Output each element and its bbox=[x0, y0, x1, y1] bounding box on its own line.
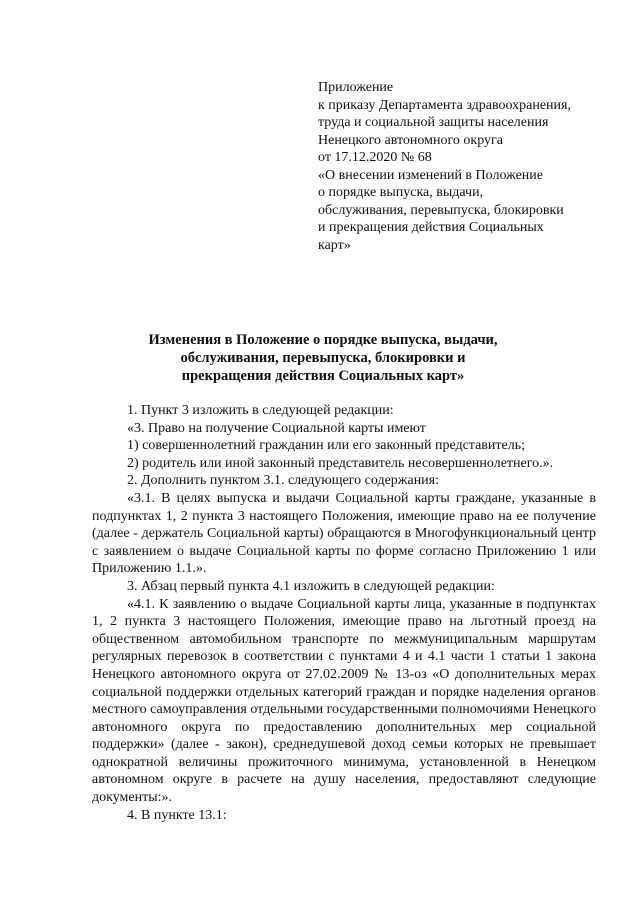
appendix-line: о порядке выпуска, выдачи, bbox=[318, 185, 484, 200]
appendix-header bbox=[318, 79, 618, 254]
appendix-line: карт» bbox=[318, 237, 351, 253]
title-line: Изменения в Положение о порядке выпуска, выдачи, bbox=[148, 332, 498, 348]
paragraph: 2. Дополнить пунктом 3.1. следующего содержания: bbox=[127, 473, 440, 489]
title-line: обслуживания, перевыпуска, блокировки и bbox=[180, 350, 466, 366]
paragraph: «3. Право на получение Социальной карты имеют bbox=[127, 420, 426, 436]
paragraph: «4.1. К заявлению о выдаче Социальной карты лица, указанные в подпунктах 1, 2 пункта 3 настоящего Положения, имеющие право на льготный проезд на общественном автомобильном транспорте по межмуниципальным маршрутам регулярных перевозок в соответствии с пунктами 4 и 4.1 части 1 статьи 1 закона Ненецкого автономного округа от 27.02.2009 № 13-оз «О дополнительных мерах социальной поддержки отдельных категорий граждан и порядке наделения органов местного самоуправления отдельными государственными полномочиями Ненецкого автономного округа по предоставлению дополнительных мер социальной поддержки» (далее - закон), среднедушевой доход семьи которых не превышает однократной величины прожиточного минимума, установленной в Ненецком автономном округе в расчете на душу населения, предоставляют следующие документы:». bbox=[92, 596, 596, 806]
title-line: прекращения действия Социальных карт» bbox=[181, 368, 465, 384]
appendix-line: и прекращения действия Социальных bbox=[318, 220, 544, 235]
appendix-line: труда и социальной защиты населения bbox=[318, 115, 549, 130]
appendix-line: обслуживания, перевыпуска, блокировки bbox=[318, 202, 564, 218]
paragraph: 3. Абзац первый пункта 4.1 изложить в следующей редакции: bbox=[127, 578, 495, 594]
paragraph: «3.1. В целях выпуска и выдачи Социальной карты граждане, указанные в подпунктах 1, 2 пункта 3 настоящего Положения, имеющие право на ее получение (далее - держатель Социальной карты) обращаются в Многофункциональный центр с заявлением о выдаче Социальной карты по форме согласно Приложению 1 или Приложению 1.1.». bbox=[92, 490, 596, 577]
paragraph: 1. Пункт 3 изложить в следующей редакции: bbox=[127, 403, 394, 418]
appendix-line: Ненецкого автономного округа bbox=[318, 132, 503, 148]
paragraph: 1) совершеннолетний гражданин или его законный представитель; bbox=[127, 438, 526, 454]
paragraph: 4. В пункте 13.1: bbox=[127, 807, 227, 823]
appendix-line: к приказу Департамента здравоохранения, bbox=[318, 97, 571, 113]
appendix-line: Приложение bbox=[318, 80, 394, 95]
paragraph: 2) родитель или иной законный представитель несовершеннолетнего.». bbox=[127, 455, 554, 471]
appendix-line: от 17.12.2020 № 68 bbox=[318, 150, 432, 165]
document-title bbox=[90, 331, 556, 385]
appendix-line: «О внесении изменений в Положение bbox=[318, 167, 544, 183]
document-body bbox=[92, 402, 596, 824]
